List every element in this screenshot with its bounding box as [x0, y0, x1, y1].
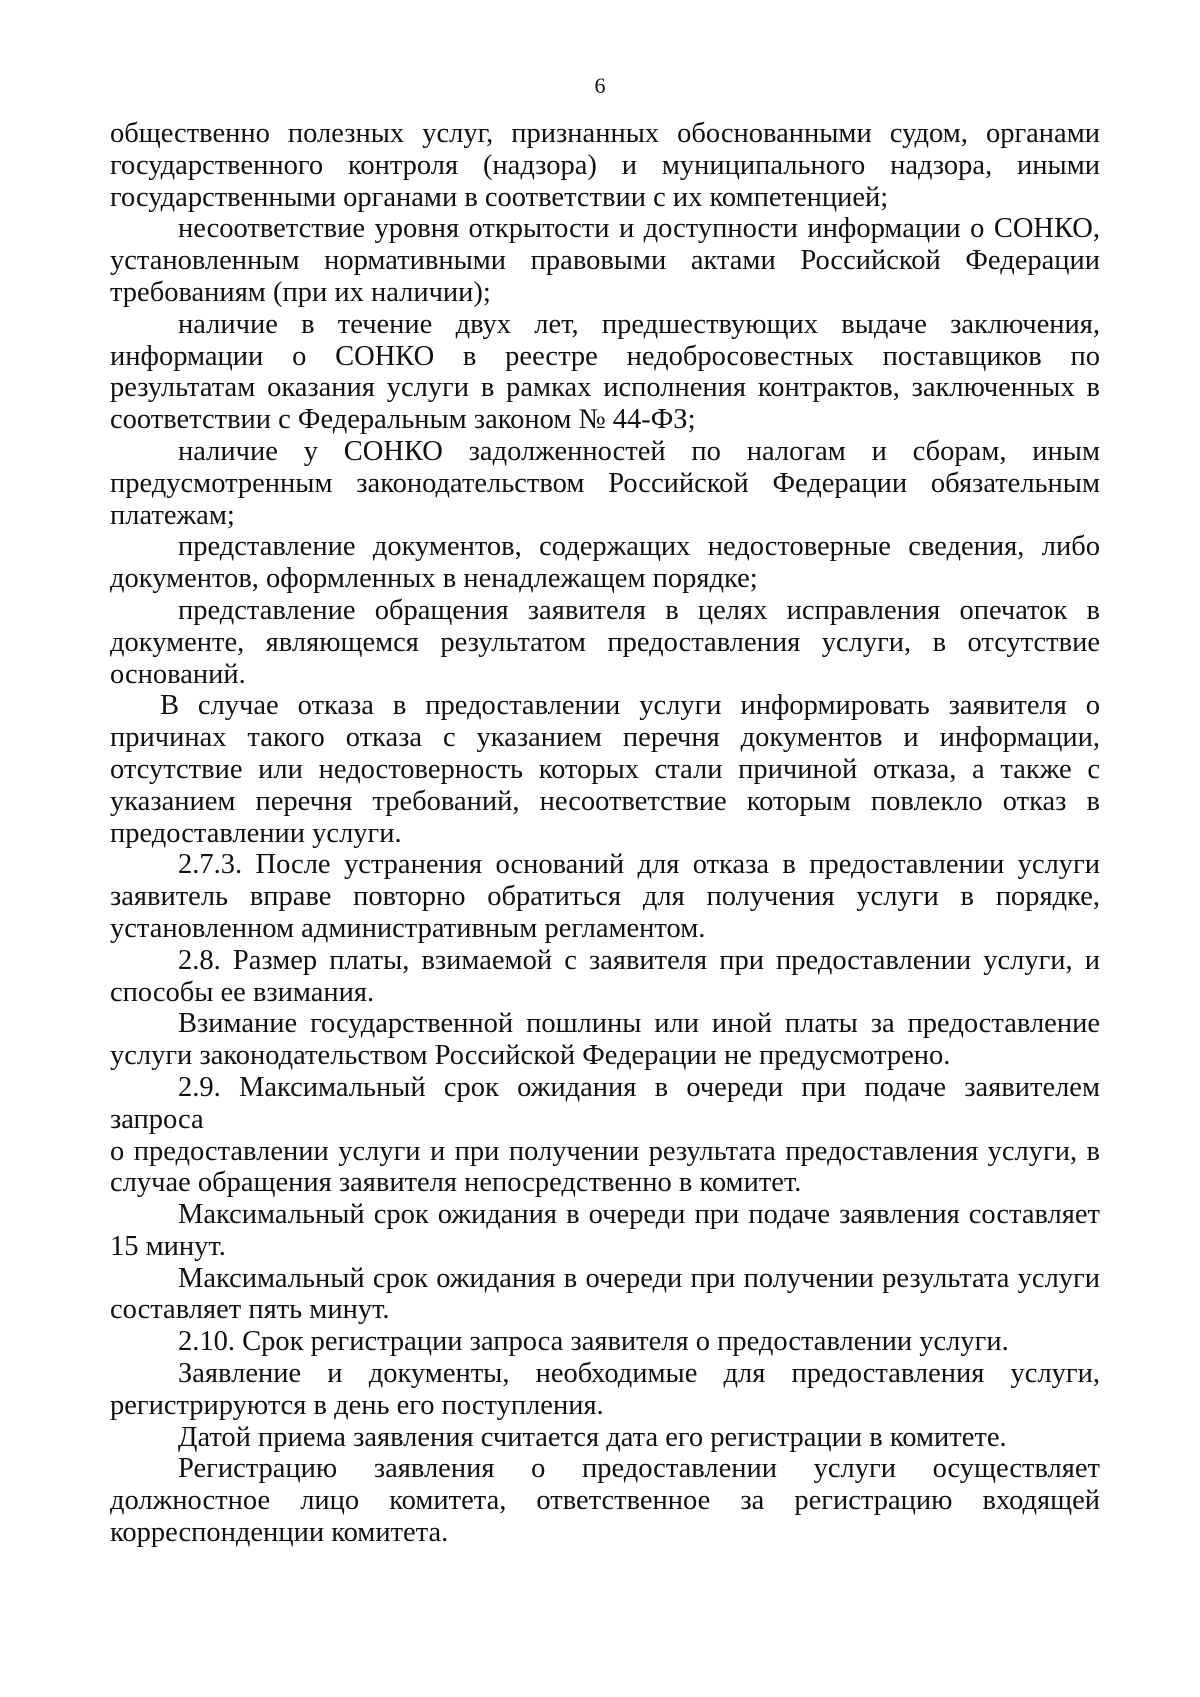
- paragraph-unreliable-documents: представление документов, содержащих недостоверные сведения, либо документов, оформленных в ненадлежащем порядке;: [110, 531, 1100, 595]
- paragraph-fee-not-provided: Взимание государственной пошлины или иной платы за предоставление услуги законодательством Российской Федерации не предусмотрено.: [110, 1008, 1100, 1072]
- paragraph-2-7-3: 2.7.3. После устранения оснований для отказа в предоставлении услуги заявитель вправе повторно обратиться для получения услуги в порядке, установленном административным регламентом.: [110, 849, 1100, 944]
- paragraph-2-9-continuation: о предоставлении услуги и при получении результата предоставления услуги, в случае обращения заявителя непосредственно в комитет.: [110, 1135, 1100, 1199]
- paragraph-openness-nonconformity: несоответствие уровня открытости и доступности информации о СОНКО, установленным нормативными правовыми актами Российской Федерации требованиям (при их наличии);: [110, 213, 1100, 308]
- paragraph-public-services-continuation: общественно полезных услуг, признанных обоснованными судом, органами государственного контроля (надзора) и муниципального надзора, иными государственными органами в соответствии с их компетенцией;: [110, 118, 1100, 213]
- paragraph-2-9: 2.9. Максимальный срок ожидания в очереди при подаче заявителем запроса: [110, 1071, 1100, 1135]
- paragraph-wait-time-result: Максимальный срок ожидания в очереди при получении результата услуги составляет пять минут.: [110, 1262, 1100, 1326]
- paragraph-refusal-notification: В случае отказа в предоставлении услуги информировать заявителя о причинах такого отказа с указанием перечня документов и информации, отсутствие или недостоверность которых стали причиной отказа, а также с указанием перечня требований, несоответствие которым повлекло отказ в предоставлении услуги.: [110, 690, 1100, 849]
- paragraph-tax-debts: наличие у СОНКО задолженностей по налогам и сборам, иным предусмотренным законодательством Российской Федерации обязательным платежам;: [110, 435, 1100, 531]
- paragraph-registration-same-day: Заявление и документы, необходимые для предоставления услуги, регистрируются в день его поступления.: [110, 1358, 1100, 1421]
- paragraph-unreliable-suppliers-registry: наличие в течение двух лет, предшествующих выдаче заключения, информации о СОНКО в реестре недобросовестных поставщиков по результатам оказания услуги в рамках исполнения контрактов, заключенных в соответствии с Федеральным законом № 44-ФЗ;: [110, 308, 1100, 436]
- paragraph-acceptance-date: Датой приема заявления считается дата его регистрации в комитете.: [178, 1421, 1007, 1453]
- paragraph-registration-official: Регистрацию заявления о предоставлении услуги осуществляет должностное лицо комитета, ответственное за регистрацию входящей корреспонденции комитета.: [110, 1453, 1100, 1549]
- page-number: 6: [594, 73, 606, 98]
- paragraph-2-8: 2.8. Размер платы, взимаемой с заявителя при предоставлении услуги, и способы ее взимания.: [110, 944, 1100, 1008]
- document-body: [110, 118, 1100, 1549]
- paragraph-typo-correction-request: представление обращения заявителя в целях исправления опечаток в документе, являющемся результатом предоставления услуги, в отсутствие оснований.: [110, 594, 1100, 690]
- paragraph-wait-time-application: Максимальный срок ожидания в очереди при подаче заявления составляет 15 минут.: [110, 1199, 1100, 1262]
- paragraph-2-10: 2.10. Срок регистрации запроса заявителя о предоставлении услуги.: [178, 1326, 1009, 1358]
